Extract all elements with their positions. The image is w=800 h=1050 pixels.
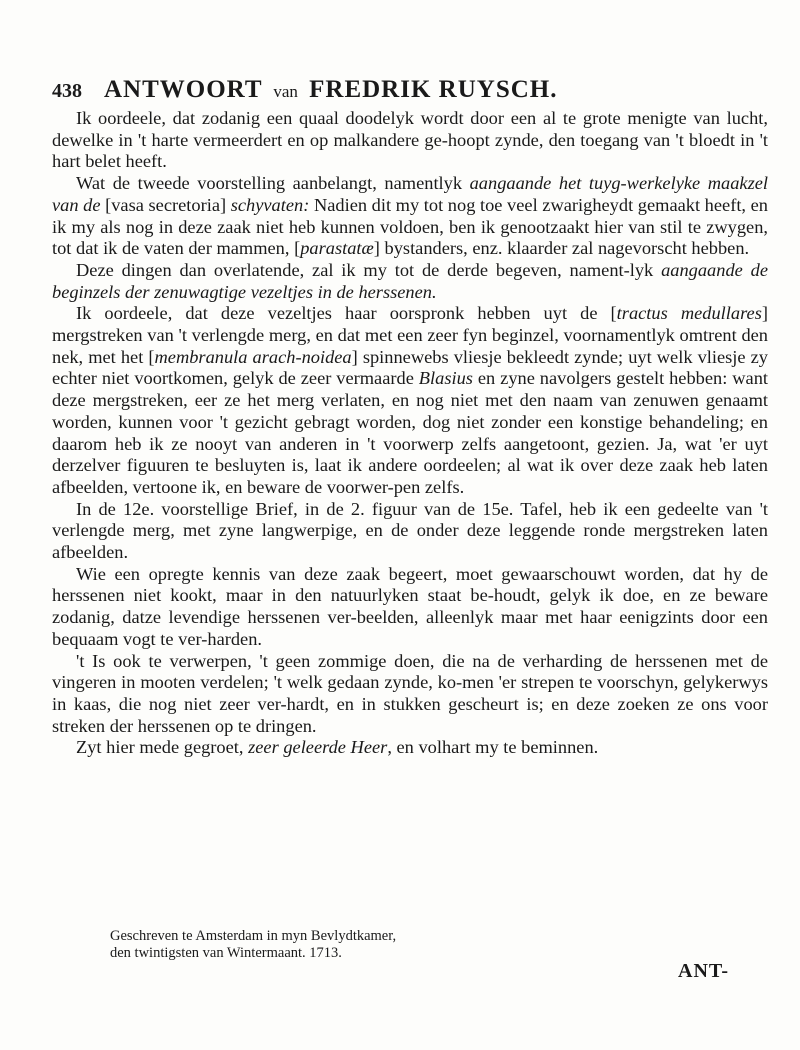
paragraph xyxy=(52,737,768,759)
catchword: ANT- xyxy=(678,960,730,982)
paragraph xyxy=(52,173,768,260)
signature-line-2: den twintigsten van Wintermaant. 1713. xyxy=(110,945,342,961)
signature-line-1: Geschreven te Amsterdam in myn Bevlydtkamer, xyxy=(110,928,397,944)
text-segment: Wie een opregte kennis van deze zaak begeert, moet gewaarschouwt worden, dat hy de herssenen niet kookt, maar in den natuurlyken staat be-houdt, gelyk ik doe, en ze beware zodanig, datze levendige herssenen ver-beelden, alleenlyk maar met haar eenigzints door een bequaam vogt te ver-harden. xyxy=(52,563,768,649)
paragraph xyxy=(52,260,768,303)
text-segment: In de 12e. voorstellige Brief, in de 2. figuur van de 15e. Tafel, heb ik een gedeelte van 't verlengde merg, met zyne langwerpige, en de onder deze leggende ronde mergstreken laten afbeelden. xyxy=(52,498,768,563)
text-segment: ] spinnewebs vliesje bekleedt zynde; uyt welk vliesje zy echter niet voortkomen, gelyk de zeer vermaarde xyxy=(52,346,768,389)
text-segment: Ik oordeele, dat deze vezeltjes haar oorspronk hebben uyt de [ xyxy=(76,303,617,324)
title-part-1: ANTWOORT xyxy=(104,76,263,103)
running-header xyxy=(52,76,752,108)
text-segment: en zyne navolgers gestelt hebben: want deze mergstreken, eer ze het merg verlaten, en nog niet met den naam van zenuwen genaamt worden, kunnen voor 't gezicht gebragt worden, dog niet zonder een konstige behandeling; en daarom heb ik ze nooyt van anderen in 't voorwerp zelfs aangetoont, gezien. Ja, wat 'er uyt derzelver figuuren te besluyten is, laat ik andere oordeelen; al wat ik over deze zaak heb laten afbeelden, vertoone ik, en beware de voorwer-pen zelfs. xyxy=(52,368,768,497)
text-segment: Zyt hier mede gegroet, xyxy=(76,737,249,758)
text-segment: 't Is ook te verwerpen, 't geen zommige doen, die na de verharding de herssenen met de vingeren in mooten verdelen; 't welk gedaan zynde, ko-men 'er strepen te voorschyn, gelykerwys in kaas, die nog niet zeer ver-hardt, en in stukken gescheurt is; en deze zoeken ze ons voor streken der herssenen op te dringen. xyxy=(52,650,768,736)
signature-block xyxy=(110,928,396,962)
text-segment: Deze dingen dan overlatende, zal ik my tot de derde begeven, nament-lyk xyxy=(76,259,662,280)
title-van: van xyxy=(273,82,298,101)
italic-segment: aangaande de beginzels der zenuwagtige vezeltjes in de herssenen. xyxy=(52,259,768,302)
paragraph xyxy=(52,303,768,498)
text-segment: ] mergstreken van 't verlengde merg, en dat met een zeer fyn beginzel, voornamentlyk omtrent den nek, met het [ xyxy=(52,303,768,367)
text-segment: Ik oordeele, dat zodanig een quaal doodelyk wordt door een al te grote menigte van lucht, dewelke in 't harte vermeerdert en op malkandere ge-hoopt zynde, den toegang van 't bloedt in 't hart belet heeft. xyxy=(52,108,768,172)
italic-segment: schyvaten: xyxy=(230,194,310,215)
paragraph xyxy=(52,499,768,564)
text-segment: , en volhart my te beminnen. xyxy=(387,737,599,758)
paragraph xyxy=(52,564,768,651)
paragraph xyxy=(52,651,768,738)
italic-segment: tractus medullares xyxy=(616,303,762,324)
paragraph xyxy=(52,108,768,173)
italic-segment: membranula arach-noidea xyxy=(154,346,352,367)
text-segment: [vasa secretoria] xyxy=(100,194,231,215)
body-text xyxy=(52,108,768,759)
italic-segment: Blasius xyxy=(418,368,473,389)
running-title xyxy=(104,76,557,104)
italic-segment: zeer geleerde Heer xyxy=(248,737,388,758)
text-segment: Wat de tweede voorstelling aanbelangt, namentlyk xyxy=(76,173,470,194)
text-segment: ] bystanders, enz. klaarder zal nagevorscht hebben. xyxy=(373,238,750,259)
text-segment: Nadien dit my tot nog toe veel zwarigheydt gemaakt heeft, en ik my als nog in deze zaak niet heb kunnen voldoen, ben ik genootzaakt hier van stil te zwygen, tot dat ik de vaten der mammen, [ xyxy=(52,194,768,259)
italic-segment: parastatæ xyxy=(300,238,374,259)
italic-segment: aangaande het tuyg-werkelyke maakzel van de xyxy=(52,173,768,215)
page-number: 438 xyxy=(52,80,82,102)
title-part-2: FREDRIK RUYSCH. xyxy=(309,76,558,103)
